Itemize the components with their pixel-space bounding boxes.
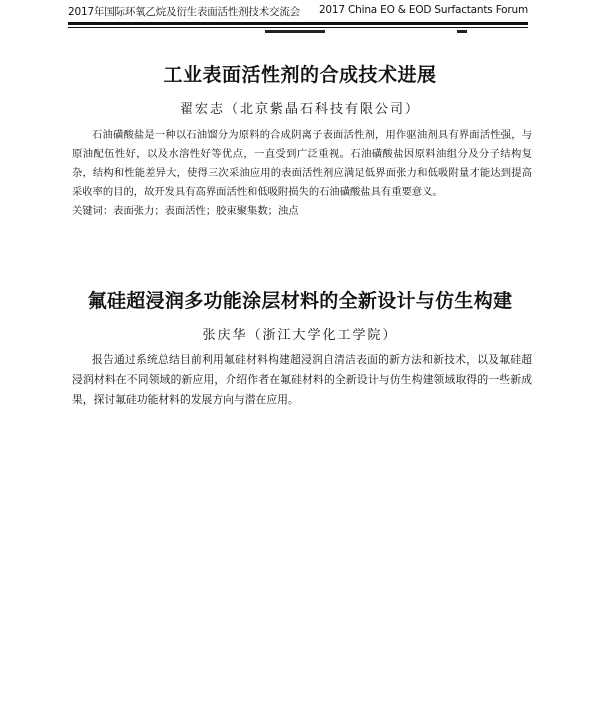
header-rule-thick [68,22,528,25]
header-conference-en: 2017 China EO & EOD Surfactants Forum [318,4,528,16]
paper-1-abstract: 石油磺酸盐是一种以石油馏分为原料的合成阴离子表面活性剂，用作驱油剂具有界面活性强，与原油配伍性好，以及水溶性好等优点，一直受到广泛重视。石油磺酸盐因原料油组分及分子结构复杂，结构和性能差异大，使得三次采油应用的表面活性剂应满足低界面张力和低吸附量才能达到提高采收率的目的，故开发具有高界面活性和低吸附损失的石油磺酸盐具有重要意义。 [72,129,532,198]
header-rule-thin [68,27,528,28]
running-header [68,0,528,22]
paper-1-keywords: 关键词：表面张力；表面活性；胶束聚集数；浊点 [72,205,299,217]
paper-2-title: 氟硅超浸润多功能涂层材料的全新设计与仿生构建 [87,290,513,312]
header-conference-cn: 2017年国际环氧乙烷及衍生表面活性剂技术交流会 [68,6,300,18]
paper-1-title: 工业表面活性剂的合成技术进展 [163,64,437,86]
scan-artifact-mark [457,30,467,33]
scan-artifact-mark [265,30,325,33]
paper-1-author: 翟宏志（北京紫晶石科技有限公司） [179,102,420,117]
paper-2-abstract: 报告通过系统总结目前利用氟硅材料构建超浸润自清洁表面的新方法和新技术，以及氟硅超浸润材料在不同领域的新应用，介绍作者在氟硅材料的全新设计与仿生构建领域取得的一些新成果，探讨氟硅功能材料的发展方向与潜在应用。 [72,353,532,406]
paper-2-author: 张庆华（浙江大学化工学院） [202,328,398,343]
